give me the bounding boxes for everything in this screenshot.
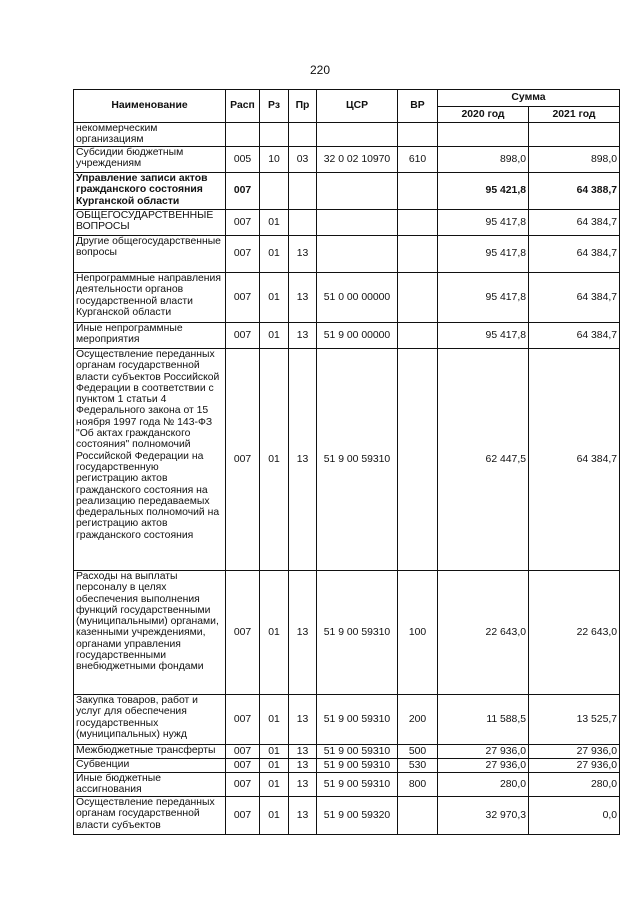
table-row [74,123,620,147]
header-year-2021: 2021 год [529,107,620,123]
cell-name: некоммерческим организациям [74,123,226,147]
cell-name: Управление записи актов гражданского состояния Курганской области [74,173,226,210]
cell-rz [260,173,289,210]
cell-csr: 51 9 00 59310 [317,695,398,745]
cell-pr [289,173,317,210]
cell-rz: 01 [260,571,289,695]
table-row [74,745,620,759]
cell-vr: 100 [398,571,438,695]
cell-csr: 32 0 02 10970 [317,147,398,173]
cell-rz: 01 [260,210,289,236]
cell-vr [398,797,438,835]
table-row [74,571,620,695]
cell-rz: 01 [260,323,289,349]
cell-name: Осуществление переданных органам государственной власти субъектов Российской Федерации в соответствии с пунктом 1 статьи 4 Федерального закона от 15 ноября 1997 года № 143-ФЗ "Об актах гражданского состояния" полномочий Российской Федерации на государственную регистрацию актов гражданского состояния на реализацию передаваемых федеральных полномочий на регистрацию актов гражданского состояния [74,349,226,571]
cell-vr [398,236,438,273]
cell-sum-2021: 64 384,7 [529,323,620,349]
cell-csr: 51 9 00 59320 [317,797,398,835]
cell-csr [317,236,398,273]
cell-pr [289,210,317,236]
cell-rz: 01 [260,745,289,759]
cell-sum-2021: 64 384,7 [529,349,620,571]
cell-name: Субвенции [74,759,226,773]
cell-vr [398,323,438,349]
cell-vr [398,273,438,323]
header-csr: ЦСР [317,90,398,123]
cell-rasp: 007 [226,773,260,797]
cell-sum-2021 [529,123,620,147]
cell-pr: 13 [289,773,317,797]
table-row [74,759,620,773]
cell-rz: 01 [260,759,289,773]
cell-pr: 03 [289,147,317,173]
cell-csr: 51 9 00 59310 [317,759,398,773]
cell-vr [398,349,438,571]
cell-rasp: 007 [226,797,260,835]
cell-pr [289,123,317,147]
header-rz: Рз [260,90,289,123]
cell-rz [260,123,289,147]
cell-rz: 01 [260,349,289,571]
table-row [74,236,620,273]
cell-sum-2021: 64 384,7 [529,210,620,236]
table-row [74,210,620,236]
cell-sum-2020: 95 417,8 [438,236,529,273]
cell-rasp: 005 [226,147,260,173]
cell-name: Субсидии бюджетным учреждениям [74,147,226,173]
cell-pr: 13 [289,323,317,349]
cell-sum-2021: 280,0 [529,773,620,797]
table-row [74,147,620,173]
header-vr: ВР [398,90,438,123]
cell-sum-2020: 62 447,5 [438,349,529,571]
cell-sum-2021: 22 643,0 [529,571,620,695]
cell-sum-2020: 11 588,5 [438,695,529,745]
header-pr: Пр [289,90,317,123]
cell-sum-2020: 22 643,0 [438,571,529,695]
cell-sum-2020: 280,0 [438,773,529,797]
cell-sum-2021: 13 525,7 [529,695,620,745]
cell-sum-2021: 64 388,7 [529,173,620,210]
table-row [74,773,620,797]
cell-vr: 800 [398,773,438,797]
cell-vr [398,210,438,236]
header-year-2020: 2020 год [438,107,529,123]
cell-pr: 13 [289,236,317,273]
cell-sum-2020: 95 417,8 [438,323,529,349]
cell-csr: 51 9 00 00000 [317,323,398,349]
cell-rz: 01 [260,773,289,797]
cell-sum-2020: 27 936,0 [438,759,529,773]
cell-pr: 13 [289,797,317,835]
cell-csr: 51 9 00 59310 [317,349,398,571]
cell-name: Межбюджетные трансферты [74,745,226,759]
cell-sum-2021: 27 936,0 [529,759,620,773]
cell-rasp: 007 [226,273,260,323]
table-row [74,797,620,835]
cell-vr: 500 [398,745,438,759]
cell-sum-2020: 32 970,3 [438,797,529,835]
cell-pr: 13 [289,571,317,695]
cell-vr [398,173,438,210]
cell-csr: 51 0 00 00000 [317,273,398,323]
cell-rasp: 007 [226,349,260,571]
cell-sum-2021: 64 384,7 [529,273,620,323]
table-row [74,695,620,745]
cell-pr: 13 [289,759,317,773]
cell-rz: 01 [260,695,289,745]
cell-sum-2020: 95 417,8 [438,210,529,236]
cell-sum-2021: 27 936,0 [529,745,620,759]
cell-rasp: 007 [226,571,260,695]
cell-vr: 530 [398,759,438,773]
cell-vr: 610 [398,147,438,173]
cell-name: Расходы на выплаты персоналу в целях обеспечения выполнения функций государственными (муниципальными) органами, казенными учреждениями, органами управления государственными внебюджетными фондами [74,571,226,695]
cell-rz: 01 [260,236,289,273]
cell-sum-2021: 898,0 [529,147,620,173]
page-number: 220 [309,63,331,77]
cell-sum-2020: 27 936,0 [438,745,529,759]
cell-sum-2020: 95 417,8 [438,273,529,323]
cell-rasp: 007 [226,759,260,773]
cell-rasp [226,123,260,147]
cell-name: Иные бюджетные ассигнования [74,773,226,797]
cell-sum-2021: 64 384,7 [529,236,620,273]
cell-sum-2021: 0,0 [529,797,620,835]
cell-rz: 01 [260,273,289,323]
cell-pr: 13 [289,273,317,323]
cell-name: Осуществление переданных органам государственной власти субъектов [74,797,226,835]
cell-rasp: 007 [226,745,260,759]
table-row [74,349,620,571]
cell-name: Непрограммные направления деятельности органов государственной власти Курганской области [74,273,226,323]
table-row [74,273,620,323]
cell-rz: 10 [260,147,289,173]
cell-pr: 13 [289,349,317,571]
cell-name: Закупка товаров, работ и услуг для обеспечения государственных (муниципальных) нужд [74,695,226,745]
cell-sum-2020 [438,123,529,147]
header-name: Наименование [74,90,226,123]
header-sum: Сумма [438,90,620,107]
table-body [74,123,620,835]
header-rasp: Расп [226,90,260,123]
cell-csr: 51 9 00 59310 [317,773,398,797]
table-row [74,173,620,210]
cell-rasp: 007 [226,210,260,236]
cell-vr: 200 [398,695,438,745]
cell-rz: 01 [260,797,289,835]
cell-rasp: 007 [226,236,260,273]
cell-name: ОБЩЕГОСУДАРСТВЕННЫЕ ВОПРОСЫ [74,210,226,236]
cell-pr: 13 [289,695,317,745]
cell-name: Иные непрограммные мероприятия [74,323,226,349]
cell-rasp: 007 [226,173,260,210]
cell-csr [317,210,398,236]
cell-name: Другие общегосударственные вопросы [74,236,226,273]
cell-vr [398,123,438,147]
cell-pr: 13 [289,745,317,759]
cell-csr: 51 9 00 59310 [317,571,398,695]
cell-csr [317,123,398,147]
budget-table [73,89,620,835]
cell-rasp: 007 [226,695,260,745]
cell-csr [317,173,398,210]
cell-rasp: 007 [226,323,260,349]
cell-sum-2020: 95 421,8 [438,173,529,210]
table-row [74,323,620,349]
cell-sum-2020: 898,0 [438,147,529,173]
cell-csr: 51 9 00 59310 [317,745,398,759]
